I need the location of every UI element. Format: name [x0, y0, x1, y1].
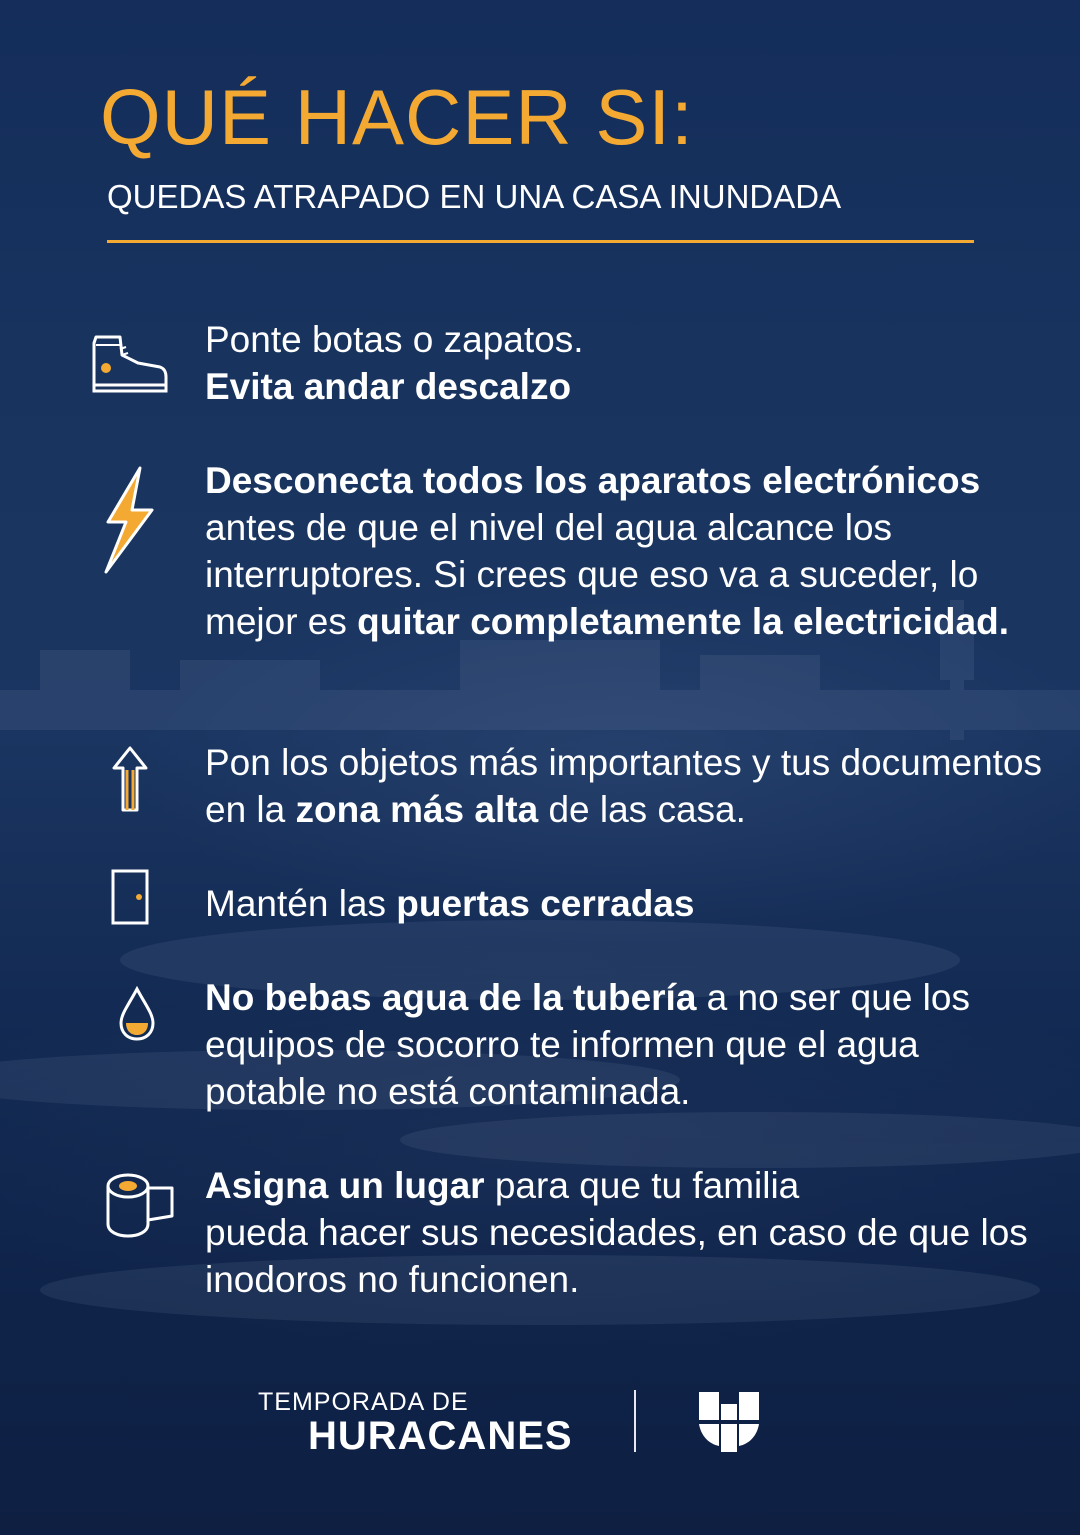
title-divider	[107, 240, 974, 243]
tip-text-bold: quitar completamente la electricidad.	[357, 601, 1009, 642]
tip-text-bold: Asigna un lugar	[205, 1165, 485, 1206]
tip-text-regular: pueda hacer sus necesidades, en caso de que los inodoros no funcionen.	[205, 1212, 1028, 1300]
boot-icon	[90, 333, 170, 397]
door-icon	[111, 869, 149, 925]
up-arrow-icon	[110, 746, 150, 812]
tip-text-doors	[205, 880, 1045, 927]
brand-top-text: TEMPORADA DE	[258, 1388, 469, 1416]
tip-text-bold: No bebas agua de la tubería	[205, 977, 697, 1018]
water-drop-icon	[117, 986, 157, 1042]
univision-logo-icon	[697, 1390, 761, 1454]
tip-text-restroom	[205, 1162, 1045, 1303]
tip-text-regular: Ponte botas o zapatos.	[205, 319, 584, 360]
tip-text-regular: a no ser que los equipos de socorro te informen que el agua potable no está contaminada.	[205, 977, 970, 1112]
toilet-paper-icon	[104, 1172, 176, 1240]
tip-text-regular: Pon los objetos más importantes y tus documentos en la	[205, 742, 1043, 830]
footer-divider	[634, 1390, 636, 1452]
tip-text-regular: antes de que el nivel del agua alcance los interruptores. Si crees que eso va a suceder, lo mejor es	[205, 507, 979, 642]
tip-text-water	[205, 974, 1045, 1115]
tip-text-bold: Desconecta todos los aparatos electrónicos	[205, 460, 981, 501]
tip-text-regular: Mantén las	[205, 883, 397, 924]
tip-text-regular: para que tu familia	[484, 1165, 800, 1206]
lightning-bolt-icon	[100, 466, 156, 574]
tip-text-bold: Evita andar descalzo	[205, 366, 572, 407]
page-subtitle: QUEDAS ATRAPADO EN UNA CASA INUNDADA	[107, 178, 842, 215]
page-title: QUÉ HACER SI:	[100, 73, 694, 161]
tip-text-boots	[205, 316, 1045, 410]
footer-brand	[258, 1388, 573, 1456]
tip-text-high-zone	[205, 739, 1045, 833]
brand-bottom-text: HURACANES	[308, 1414, 573, 1458]
tip-text-regular: de las casa.	[538, 789, 746, 830]
tip-text-bold: zona más alta	[295, 789, 539, 830]
tip-text-bold: puertas cerradas	[396, 883, 695, 924]
tip-text-electricity	[205, 457, 1045, 645]
